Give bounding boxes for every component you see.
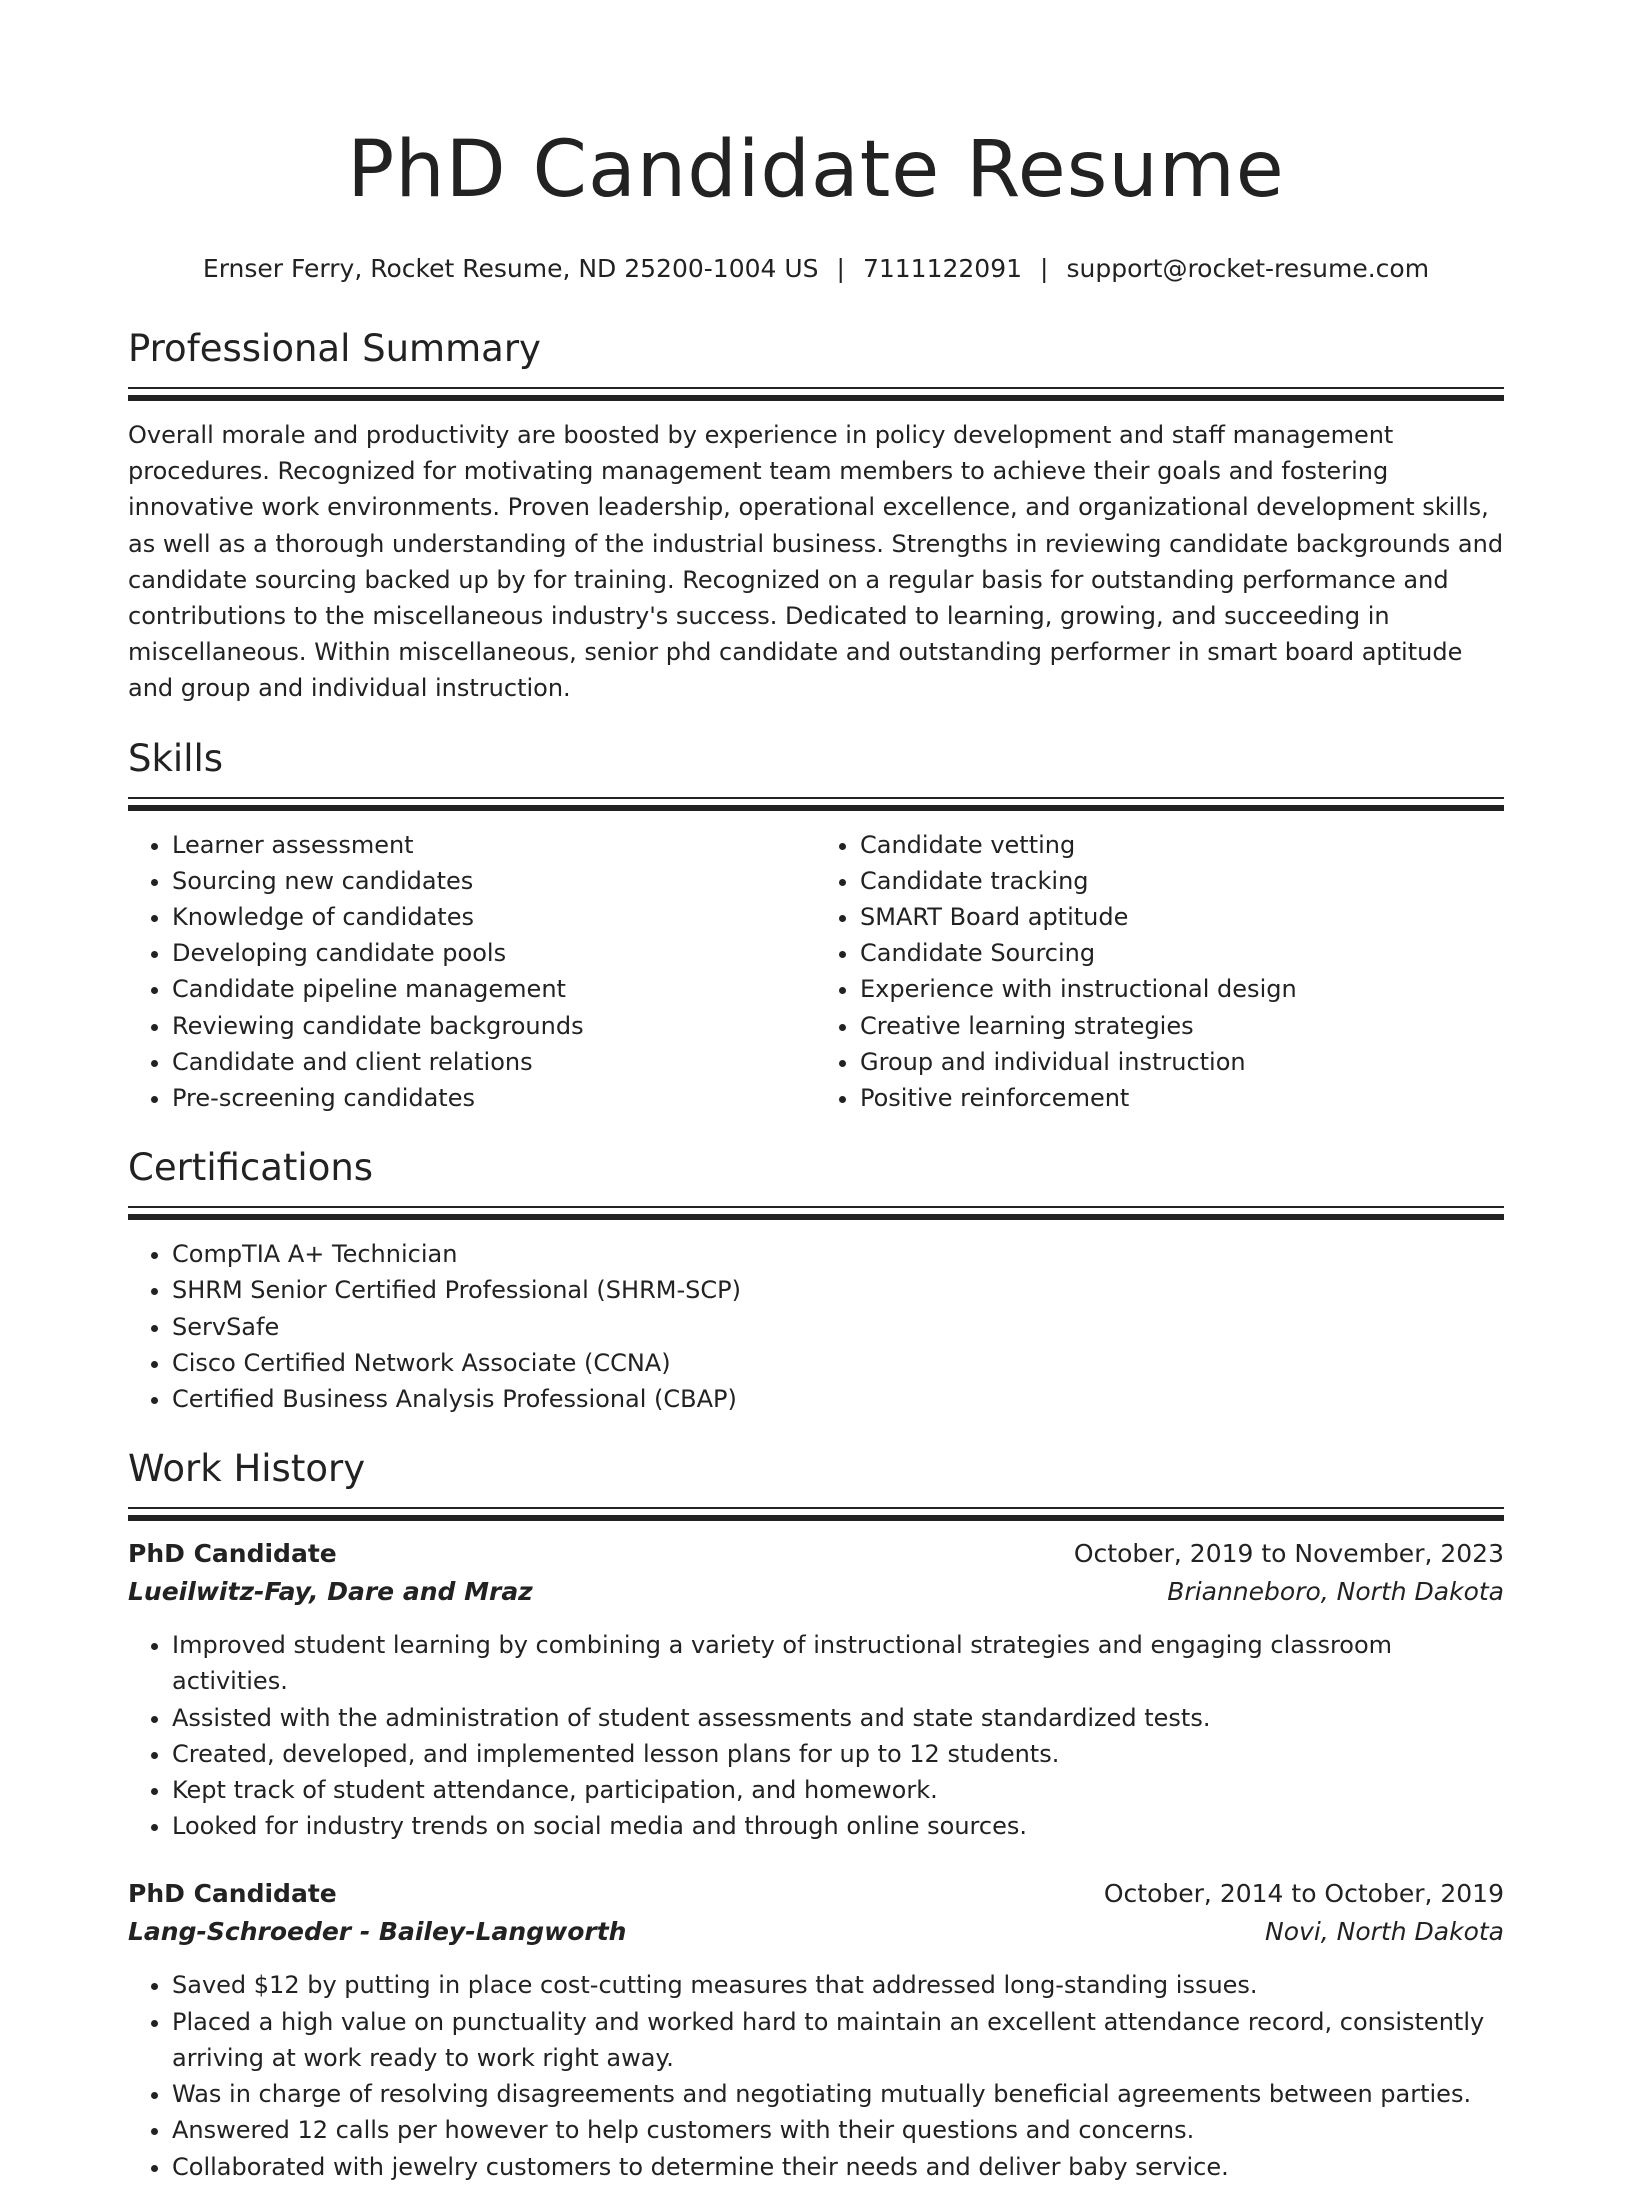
- skill-item: • Candidate Sourcing: [860, 935, 1504, 971]
- contact-phone: 7111122091: [862, 254, 1023, 283]
- summary-section: [128, 325, 1504, 707]
- skills-grid: [128, 827, 1504, 1117]
- contact-email: support@rocket-resume.com: [1066, 254, 1430, 283]
- job-bullet: • Created, developed, and implemented lesson plans for up to 12 students.: [172, 1736, 1504, 1772]
- job-entry: [128, 1875, 1504, 2184]
- job-location: Brianneboro, North Dakota: [1167, 1577, 1504, 1607]
- certification-item: • CompTIA A+ Technician: [172, 1236, 1504, 1272]
- skill-item: • Creative learning strategies: [860, 1008, 1504, 1044]
- skill-item: • Developing candidate pools: [172, 935, 816, 971]
- contact-address: Ernser Ferry, Rocket Resume, ND 25200-1004 US: [202, 254, 819, 283]
- job-bullet: • Assisted with the administration of student assessments and state standardized tests.: [172, 1700, 1504, 1736]
- job-title: PhD Candidate: [128, 1879, 337, 1909]
- skill-item: • SMART Board aptitude: [860, 899, 1504, 935]
- skill-item: • Pre-screening candidates: [172, 1080, 816, 1116]
- work-history-heading: Work History: [128, 1447, 366, 1491]
- skill-item: • Sourcing new candidates: [172, 863, 816, 899]
- job-title: PhD Candidate: [128, 1539, 337, 1569]
- certification-item: • Certified Business Analysis Professional (CBAP): [172, 1381, 1504, 1417]
- skills-heading: Skills: [128, 736, 224, 780]
- certification-item: • Cisco Certified Network Associate (CCNA): [172, 1345, 1504, 1381]
- job-entry: [128, 1535, 1504, 1844]
- job-dates: October, 2014 to October, 2019: [1103, 1879, 1504, 1909]
- contact-line: [128, 254, 1504, 284]
- contact-separator: |: [1040, 254, 1049, 283]
- job-subheader: [128, 1573, 1504, 1611]
- skill-item: • Candidate vetting: [860, 827, 1504, 863]
- work-history-section: [128, 1445, 1504, 2184]
- skill-item: • Experience with instructional design: [860, 971, 1504, 1007]
- skill-item: • Learner assessment: [172, 827, 816, 863]
- job-bullets: [128, 1967, 1504, 2184]
- skills-list-left: [128, 827, 816, 1117]
- job-bullet: • Was in charge of resolving disagreements and negotiating mutually beneficial agreements between parties.: [172, 2076, 1504, 2112]
- job-header: [128, 1875, 1504, 1913]
- job-bullet: • Placed a high value on punctuality and worked hard to maintain an excellent attendance record, consistently arriving at work ready to work right away.: [172, 2004, 1504, 2076]
- section-divider: [128, 387, 1504, 401]
- certification-item: • SHRM Senior Certified Professional (SHRM-SCP): [172, 1272, 1504, 1308]
- section-divider: [128, 1206, 1504, 1220]
- job-subheader: [128, 1913, 1504, 1951]
- job-dates: October, 2019 to November, 2023: [1073, 1539, 1504, 1569]
- skill-item: • Candidate pipeline management: [172, 971, 816, 1007]
- certifications-heading: Certifications: [128, 1146, 374, 1190]
- certifications-list: [128, 1236, 1504, 1417]
- skill-item: • Group and individual instruction: [860, 1044, 1504, 1080]
- job-location: Novi, North Dakota: [1265, 1917, 1504, 1947]
- certifications-section: [128, 1144, 1504, 1417]
- job-bullet: • Saved $12 by putting in place cost-cutting measures that addressed long-standing issues.: [172, 1967, 1504, 2003]
- certification-item: • ServSafe: [172, 1309, 1504, 1345]
- skill-item: • Positive reinforcement: [860, 1080, 1504, 1116]
- job-bullet: • Looked for industry trends on social media and through online sources.: [172, 1808, 1504, 1844]
- skill-item: • Knowledge of candidates: [172, 899, 816, 935]
- job-company: Lang-Schroeder - Bailey-Langworth: [128, 1917, 627, 1947]
- summary-text: Overall morale and productivity are boosted by experience in policy development and staff management procedures. Recognized for motivating management team members to achieve their goals and fostering innovative work environments. Proven leadership, operational excellence, and organizational development skills, as well as a thorough understanding of the industrial business. Strengths in reviewing candidate backgrounds and candidate sourcing backed up by for training. Recognized on a regular basis for outstanding performance and contributions to the miscellaneous industry's success. Dedicated to learning, growing, and succeeding in miscellaneous. Within miscellaneous, senior phd candidate and outstanding performer in smart board aptitude and group and individual instruction.: [128, 421, 1504, 703]
- job-bullet: • Kept track of student attendance, participation, and homework.: [172, 1772, 1504, 1808]
- skills-list-right: [816, 827, 1504, 1117]
- skills-section: [128, 735, 1504, 1117]
- contact-separator: |: [836, 254, 845, 283]
- section-divider: [128, 797, 1504, 811]
- skill-item: • Candidate and client relations: [172, 1044, 816, 1080]
- page-title: PhD Candidate Resume: [347, 125, 1285, 215]
- summary-heading: Professional Summary: [128, 327, 541, 370]
- job-bullet: • Improved student learning by combining a variety of instructional strategies and engaging classroom activities.: [172, 1627, 1504, 1699]
- job-header: [128, 1535, 1504, 1573]
- skill-item: • Candidate tracking: [860, 863, 1504, 899]
- job-company: Lueilwitz-Fay, Dare and Mraz: [128, 1577, 533, 1607]
- skill-item: • Reviewing candidate backgrounds: [172, 1008, 816, 1044]
- job-bullet: • Answered 12 calls per however to help customers with their questions and concerns.: [172, 2112, 1504, 2148]
- job-bullet: • Collaborated with jewelry customers to determine their needs and deliver baby service.: [172, 2149, 1504, 2185]
- section-divider: [128, 1507, 1504, 1521]
- job-bullets: [128, 1627, 1504, 1844]
